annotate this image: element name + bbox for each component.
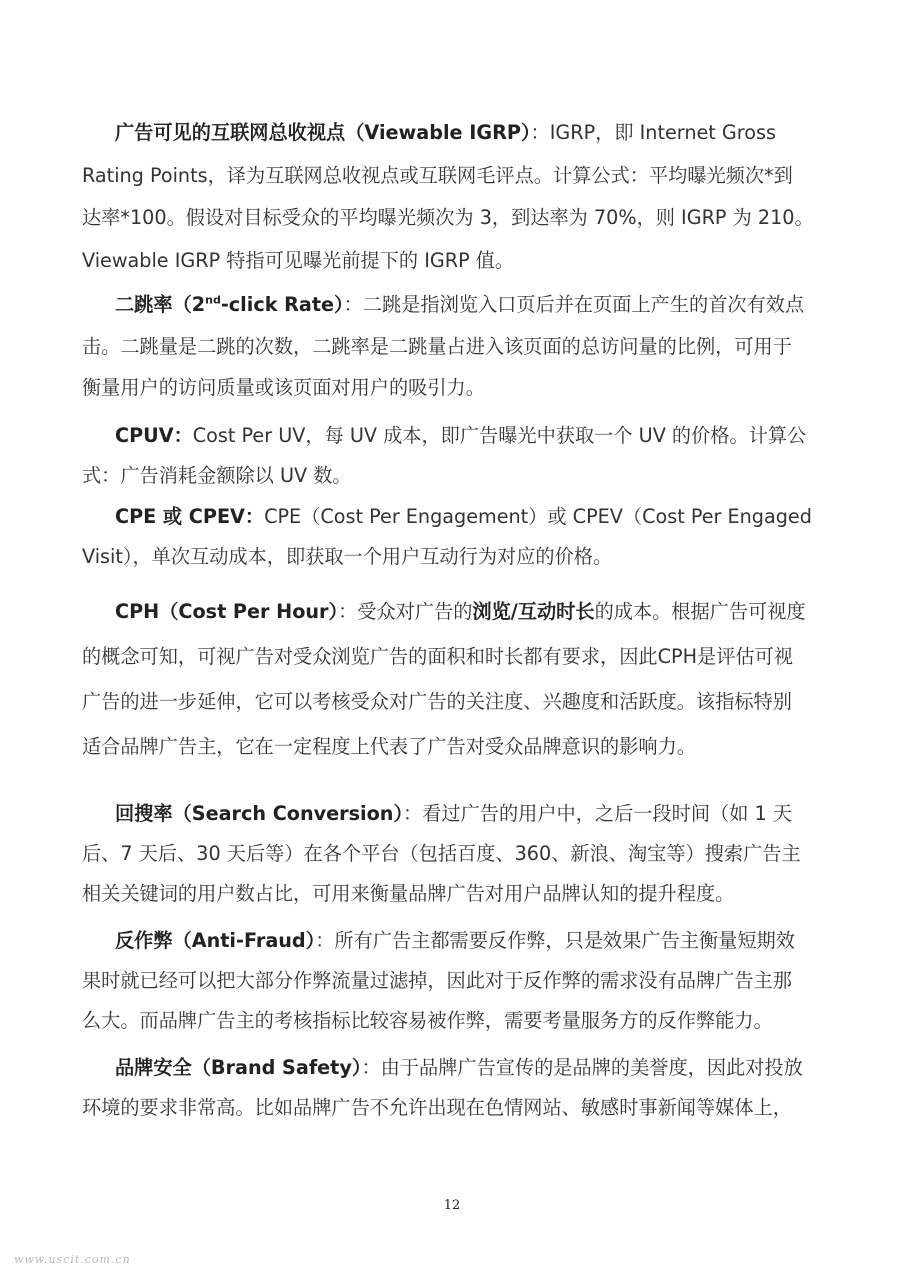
body-span: ：看过广告的用户中，之后一段时间（如 1 天 [403,802,793,825]
term-heading: 回搜率（Search Conversion） [115,802,404,825]
text-line [82,332,792,362]
text-line [115,290,804,320]
watermark: www.uscit.com.cn [14,1253,131,1266]
term-heading: -click Rate） [220,293,344,316]
body-span: 后、7 天后、30 天后等）在各个平台（包括百度、360、新浪、淘宝等）搜索广告主 [82,842,801,865]
text-line [115,421,806,451]
term-heading: 品牌安全（Brand Safety） [115,1056,362,1079]
term-heading: CPE 或 CPEV： [115,505,265,528]
term-heading: CPUV： [115,424,193,447]
body-span: CPE（Cost Per Engagement）或 CPEV（Cost Per Engaged [264,505,812,528]
text-line [115,926,795,956]
text-line [82,246,514,276]
body-span: 击。二跳量是二跳的次数，二跳率是二跳量占进入该页面的总访问量的比例，可用于 [82,334,792,358]
body-span: 式：广告消耗金额除以 UV 数。 [82,464,352,487]
text-line [82,1093,792,1123]
body-span: 适合品牌广告主，它在一定程度上代表了广告对受众品牌意识的影响力。 [82,735,696,758]
body-span: ：由于品牌广告宣传的是品牌的美誉度，因此对投放 [361,1056,803,1079]
text-line [82,161,793,191]
body-span: 衡量用户的访问质量或该页面对用户的吸引力。 [82,376,485,399]
text-line [82,687,792,717]
body-span: 环境的要求非常高。比如品牌广告不允许出现在色情网站、敏感时事新闻等媒体上， [82,1096,792,1119]
body-span: 的成本。根据广告可视度 [594,600,806,623]
text-line [82,373,485,403]
term-heading: 广告可见的互联网总收视点（Viewable IGRP） [115,121,531,144]
text-line [82,203,814,233]
body-span: Cost Per UV，每 UV 成本，即广告曝光中获取一个 UV 的价格。计算公 [192,424,807,447]
text-line [82,879,734,909]
body-span: 广告的进一步延伸，它可以考核受众对广告的关注度、兴趣度和活跃度。该指标特别 [82,690,792,713]
body-span: ：二跳是指浏览入口页后并在页面上产生的首次有效点 [343,293,805,316]
text-line [115,799,792,829]
text-line [115,502,812,532]
text-line [82,1006,773,1036]
term-heading: 二跳率（2 [115,293,206,316]
emphasis: 浏览/互动时长 [472,600,595,623]
superscript: nd [205,293,221,307]
text-line [82,542,612,572]
term-heading: 反作弊（Anti-Fraud） [115,929,316,952]
body-span: ：所有广告主都需要反作弊，只是效果广告主衡量短期效 [315,929,795,952]
body-span: Rating Points，译为互联网总收视点或互联网毛评点。计算公式：平均曝光频次*到 [82,163,793,187]
body-span: 的概念可知，可视广告对受众浏览广告的面积和时长都有要求，因此CPH是评估可视 [82,645,793,668]
page-number: 12 [443,1198,461,1213]
text-line [115,1053,803,1083]
text-line [115,118,776,148]
text-line [82,732,696,762]
text-line [82,839,801,869]
text-line [82,642,793,672]
body-span: Viewable IGRP 特指可见曝光前提下的 IGRP 值。 [82,248,515,272]
body-span: ：受众对广告的 [338,600,473,623]
term-heading: CPH（Cost Per Hour） [115,600,339,623]
text-line [82,966,792,996]
body-span: 相关关键词的用户数占比，可用来衡量品牌广告对用户品牌认知的提升程度。 [82,882,735,905]
body-span: 达率*100。假设对目标受众的平均曝光频次为 3，到达率为 70%，则 IGRP 为 210。 [82,206,814,229]
text-line [82,461,352,491]
body-span: 果时就已经可以把大部分作弊流量过滤掉，因此对于反作弊的需求没有品牌广告主那 [82,969,792,992]
body-span: ：IGRP，即 Internet Gross [530,121,776,144]
body-span: Visit），单次互动成本，即获取一个用户互动行为对应的价格。 [82,545,613,568]
text-line [115,597,806,627]
body-span: 么大。而品牌广告主的考核指标比较容易被作弊，需要考量服务方的反作弊能力。 [82,1009,773,1032]
